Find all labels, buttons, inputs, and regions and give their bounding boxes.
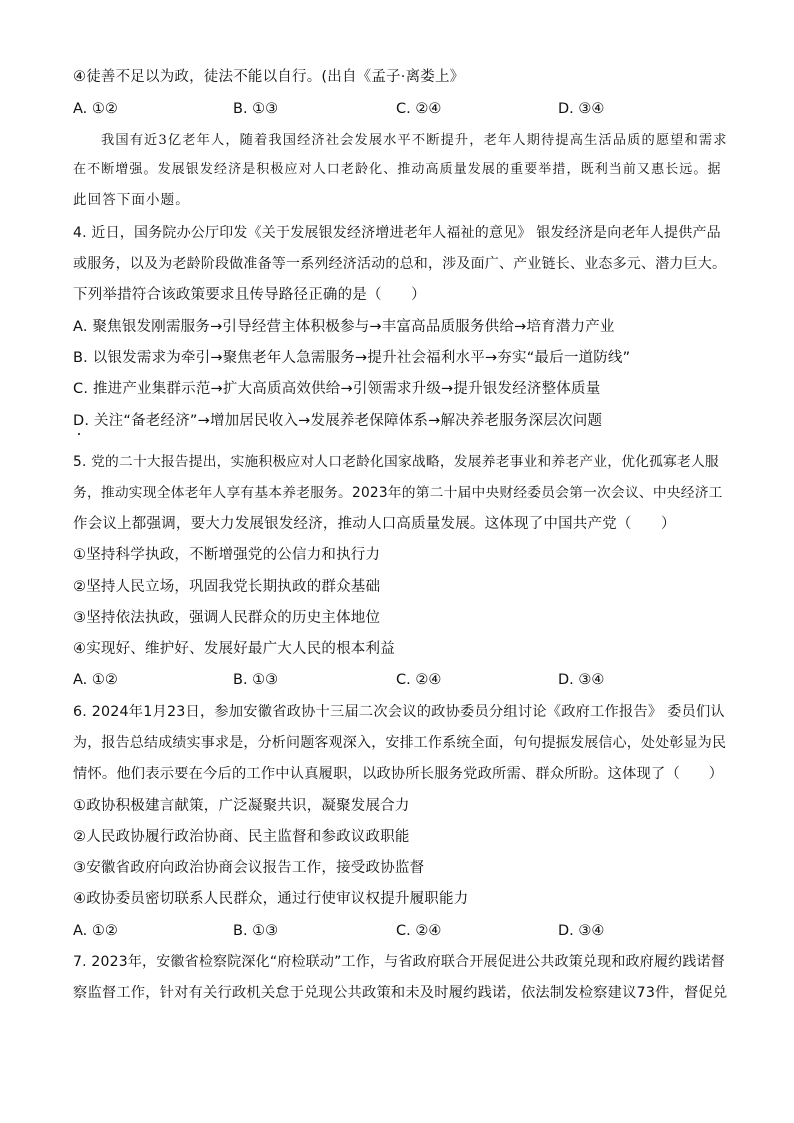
q6-stem-line-1: 6. 2024年1月23日，参加安徽省政协十三届二次会议的政协委员分组讨论《政府工作报告》 委员们认: [73, 704, 725, 720]
q5-stem-line-1: 5. 党的二十大报告提出，实施积极应对人口老龄化国家战略，发展养老事业和养老产业，优化孤寡老人服: [73, 454, 719, 470]
q4-option-a: A. 聚焦银发刚需服务→引导经营主体积极参与→丰富高品质服务供给→培育潜力产业: [73, 319, 615, 335]
q4-option-d: D. 关注“备老经济”→增加居民收入→发展养老保障体系→解决养老服务深层次问题: [73, 413, 603, 429]
q5-stem-line-3: 作会议上都强调，要大力发展银发经济，推动人口高质量发展。这体现了中国共产党（ ）: [73, 516, 676, 532]
q5-item-2: ②坚持人民立场，巩固我党长期执政的群众基础: [73, 579, 381, 595]
q7-stem-line-2: 察监督工作，针对有关行政机关怠于兑现公共政策和未及时履约践诺，依法制发检察建议73件，督促兑: [73, 985, 728, 1001]
q4-option-b: B. 以银发需求为牵引→聚焦老年人急需服务→提升社会福利水平→夯实“最后一道防线”: [73, 350, 631, 366]
q3-options: [73, 99, 713, 119]
q6-item-2: ②人民政协履行政治协商、民主监督和参政议政职能: [73, 829, 410, 845]
q4-stem-line-1: 4. 近日，国务院办公厅印发《关于发展银发经济增进老年人福祉的意见》 银发经济是向老年人提供产品: [73, 225, 721, 241]
q6-item-1: ①政协积极建言献策，广泛凝聚共识，凝聚发展合力: [73, 798, 410, 814]
q6-stem-line-2: 为，报告总结成绩实事求是，分析问题客观深入，安排工作系统全面，句句提振发展信心，处处彰显为民: [73, 735, 727, 751]
q4-option-c: C. 推进产业集群示范→扩大高质高效供给→引领需求升级→提升银发经济整体质量: [73, 381, 601, 397]
q6-option-c: C. ②④: [396, 923, 442, 939]
q6-item-4: ④政协委员密切联系人民群众，通过行使审议权提升履职能力: [73, 891, 469, 907]
q5-option-d: D. ③④: [558, 672, 605, 688]
q4-stem-line-2: 或服务，以及为老龄阶段做准备等一系列经济活动的总和，涉及面广、产业链长、业态多元、潜力巨大。: [73, 256, 727, 272]
q5-options: [73, 670, 713, 690]
q5-item-4: ④实现好、维护好、发展好最广大人民的根本利益: [73, 641, 395, 657]
material-line-2: 在不断增强。发展银发经济是积极应对人口老龄化、推动高质量发展的重要举措，既利当前又惠长远。据: [73, 162, 722, 177]
q5-item-1: ①坚持科学执政，不断增强党的公信力和执行力: [73, 547, 381, 563]
q6-option-b: B. ①③: [233, 923, 279, 939]
material-line-1: 我国有近3亿老年人，随着我国经济社会发展水平不断提升，老年人期待提高生活品质的愿望和需求: [101, 133, 728, 148]
q3-option-a: A. ①②: [73, 101, 118, 117]
q5-item-3: ③坚持依法执政，强调人民群众的历史主体地位: [73, 610, 381, 626]
q3-item-4: ④徒善不足以为政，徒法不能以自行。(出自《孟子·离娄上》: [73, 69, 465, 85]
stray-dot: [78, 433, 80, 435]
q6-options: [73, 921, 713, 941]
q3-option-d: D. ③④: [558, 101, 605, 117]
material-line-3: 此回答下面小题。: [73, 192, 190, 208]
q7-stem-line-1: 7. 2023年，安徽省检察院深化“府检联动”工作，与省政府联合开展促进公共政策兑现和政府履约践诺督: [73, 954, 725, 970]
q4-stem-line-3: 下列举措符合该政策要求且传导路径正确的是（ ）: [73, 287, 426, 303]
q6-stem-line-3: 情怀。他们表示要在今后的工作中认真履职，以政协所长服务党政所需、群众所盼。这体现了（ ）: [73, 766, 724, 782]
q6-option-d: D. ③④: [558, 923, 605, 939]
q5-option-b: B. ①③: [233, 672, 279, 688]
q5-option-a: A. ①②: [73, 672, 118, 688]
q6-item-3: ③安徽省政府向政治协商会议报告工作，接受政协监督: [73, 860, 425, 876]
q6-option-a: A. ①②: [73, 923, 118, 939]
q3-option-b: B. ①③: [233, 101, 279, 117]
q5-stem-line-2: 务，推动实现全体老年人享有基本养老服务。2023年的第二十届中央财经委员会第一次会议、中央经济工: [73, 485, 723, 501]
q3-option-c: C. ②④: [396, 101, 442, 117]
q5-option-c: C. ②④: [396, 672, 442, 688]
